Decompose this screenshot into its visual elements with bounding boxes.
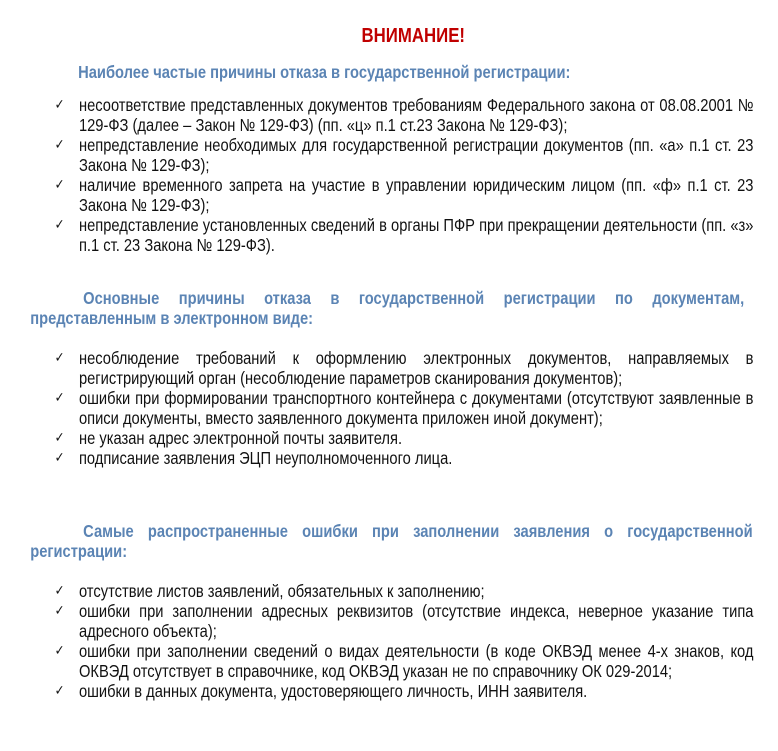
list-item: [55, 681, 754, 701]
checkmark-icon: ✓: [54, 350, 65, 366]
list-item: [55, 581, 754, 601]
checkmark-icon: ✓: [54, 177, 65, 193]
list-item: [55, 175, 754, 215]
section2-list: [55, 348, 754, 468]
item-text: не указан адрес электронной почты заявителя.: [78, 428, 403, 448]
list-item: [55, 428, 754, 448]
item-text: ошибки при формировании транспортного контейнера с документами (отсутствуют заявленные в описи документы, вместо заявленного документа приложен иной документ);: [78, 388, 754, 428]
checkmark-icon: ✓: [54, 450, 65, 466]
checkmark-icon: ✓: [54, 683, 65, 699]
checkmark-icon: ✓: [54, 643, 65, 659]
checkmark-icon: ✓: [54, 390, 65, 406]
item-text: несоблюдение требований к оформлению электронных документов, направляемых в регистрирующий орган (несоблюдение параметров сканирования документов);: [78, 348, 754, 388]
item-text: непредставление установленных сведений в органы ПФР при прекращении деятельности (пп. «з» п.1 ст. 23 Закона № 129-ФЗ).: [78, 215, 754, 255]
section3-list: [55, 581, 754, 701]
section1-list: [55, 95, 754, 255]
checkmark-icon: ✓: [54, 137, 65, 153]
item-text: несоответствие представленных документов требованиям Федерального закона от 08.08.2001 № 129-ФЗ (далее – Закон № 129-ФЗ) (пп. «ц» п.1 ст.23 Закона № 129-ФЗ);: [78, 95, 754, 135]
list-item: [55, 135, 754, 175]
checkmark-icon: ✓: [54, 217, 65, 233]
item-text: ошибки в данных документа, удостоверяющего личность, ИНН заявителя.: [78, 681, 588, 701]
list-item: [55, 348, 754, 388]
page-title: ВНИМАНИЕ!: [361, 25, 466, 47]
section2-heading: Основные причины отказа в государственной регистрации по документам, представленным в электронном виде:: [30, 288, 745, 328]
checkmark-icon: ✓: [54, 430, 65, 446]
list-item: [55, 215, 754, 255]
item-text: подписание заявления ЭЦП неуполномоченного лица.: [78, 448, 453, 468]
item-text: ошибки при заполнении сведений о видах деятельности (в коде ОКВЭД менее 4-х знаков, код ОКВЭД отсутствует в справочнике, код ОКВЭД указан не по справочнику ОК 029-2014;: [78, 641, 754, 681]
item-text: отсутствие листов заявлений, обязательных к заполнению;: [78, 581, 485, 601]
item-text: наличие временного запрета на участие в управлении юридическим лицом (пп. «ф» п.1 ст. 23 Закона № 129-ФЗ);: [78, 175, 754, 215]
checkmark-icon: ✓: [54, 583, 65, 599]
list-item: [55, 95, 754, 135]
list-item: [55, 601, 754, 641]
checkmark-icon: ✓: [54, 97, 65, 113]
section1-heading: Наиболее частые причины отказа в государственной регистрации:: [78, 62, 571, 82]
list-item: [55, 448, 754, 468]
section3-heading: Самые распространенные ошибки при заполнении заявления о государственной регистрации:: [30, 521, 753, 561]
list-item: [55, 641, 754, 681]
list-item: [55, 388, 754, 428]
checkmark-icon: ✓: [54, 603, 65, 619]
item-text: ошибки при заполнении адресных реквизитов (отсутствие индекса, неверное указание типа адресного объекта);: [78, 601, 754, 641]
item-text: непредставление необходимых для государственной регистрации документов (пп. «а» п.1 ст. 23 Закона № 129-ФЗ);: [78, 135, 754, 175]
